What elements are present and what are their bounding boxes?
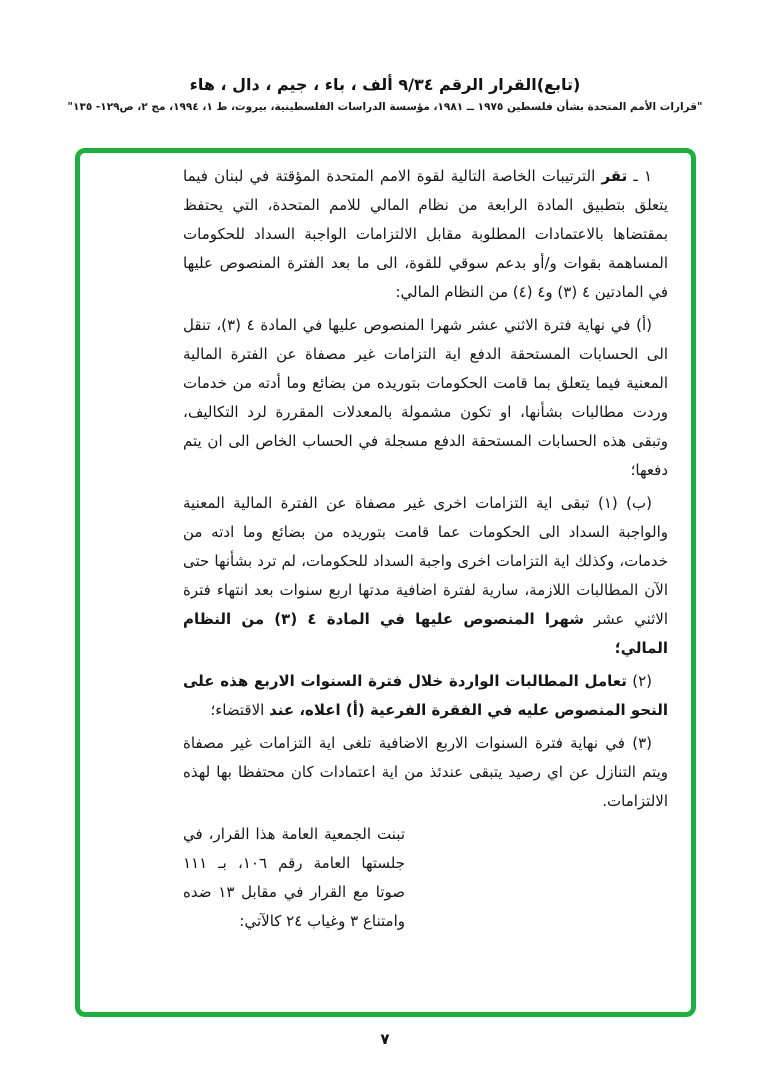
text-run: الاقتضاء؛	[210, 701, 270, 719]
paragraph-b-1	[183, 489, 668, 663]
page-number: ٧	[380, 1030, 390, 1048]
text-run: تبنت الجمعية العامة هذا القرار، في جلستها العامة رقم ١٠٦، بـ ١١١ صوتا مع القرار في مقابل ١٣ ضده وامتناع ٣ وغياب ٢٤ كالآتي:	[183, 825, 406, 930]
text-run: (٢)	[626, 672, 652, 690]
text-run: (أ) في نهاية فترة الاثني عشر شهرا المنصوص عليها في المادة ٤ (٣)، تنقل الى الحسابات المستحقة الدفع اية التزامات غير مصفاة عن الفترة المالية المعنية فيما يتعلق بما قامت الحكومات بتوريده من بضائع وما أدته من خدمات وردت مطالبات بشأنها، او تكون مشمولة بالمعدلات المقررة لرد التكاليف، وتبقى هذه الحسابات المستحقة الدفع مسجلة في الحساب الخاص الى ان يتم دفعها؛	[183, 316, 668, 479]
source-citation: "قرارات الأمم المتحدة بشأن فلسطين ١٩٧٥ ــ ١٩٨١، مؤسسة الدراسات الفلسطينية، بيروت، ط ١، ١٩٩٤، مج ٢، ص١٢٩- ١٣٥"	[67, 101, 703, 113]
paragraph-b-2	[183, 667, 668, 725]
document-header	[0, 74, 770, 113]
text-run: (ب) (١) تبقى اية التزامات اخرى غير مصفاة عن الفترة المالية المعنية والواجبة السداد الى الحكومات عما قامت بتوريده من بضائع وما ادته من خدمات، وكذلك اية التزامات اخرى واجبة السداد للحكومات، لم ترد بشأنها حتى الآن المطالبات اللازمة، سارية لفترة اضافية مدتها اربع سنوات بعد انتهاء فترة الاثني عشر	[183, 494, 669, 628]
paragraph-1	[183, 162, 668, 307]
adoption-record	[183, 820, 405, 936]
text-run: ١ ـ	[627, 167, 652, 185]
paragraph-a	[183, 311, 668, 485]
document-body	[183, 162, 668, 940]
text-run: تقر	[601, 167, 628, 185]
text-run: تعامل المطالبات الواردة خلال فترة السنوات الاربع هذه على النحو المنصوص عليه في الفقرة الفرعية (أ) اعلاه، عند	[183, 672, 668, 719]
text-run: الترتيبات الخاصة التالية لقوة الامم المتحدة المؤقتة في لبنان فيما يتعلق بتطبيق المادة الرابعة من نظام المالي للامم المتحدة، التي يحتفظ بمقتضاها بالاعتمادات المطلوبة مقابل الالتزامات الواجبة السداد للحكومات المساهمة بقوات و/أو بدعم سوقي للقوة، الى ما بعد الفترة المنصوص عليها في المادتين ٤ (٣) و٤ (٤) من النظام المالي:	[183, 167, 668, 301]
resolution-title: (تابع)القرار الرقم ٩/٣٤ ألف ، باء ، جيم ، دال ، هاء	[189, 75, 581, 94]
paragraph-b-3	[183, 729, 668, 816]
text-run: (٣) في نهاية فترة السنوات الاربع الاضافية تلغى اية التزامات غير مصفاة ويتم التنازل عن اي رصيد يتبقى عندئذ من اية اعتمادات كان محتفظا بها لهذه الالتزامات.	[183, 734, 668, 810]
text-run: شهرا المنصوص عليها في المادة ٤ (٣) من النظام المالي؛	[183, 610, 668, 657]
